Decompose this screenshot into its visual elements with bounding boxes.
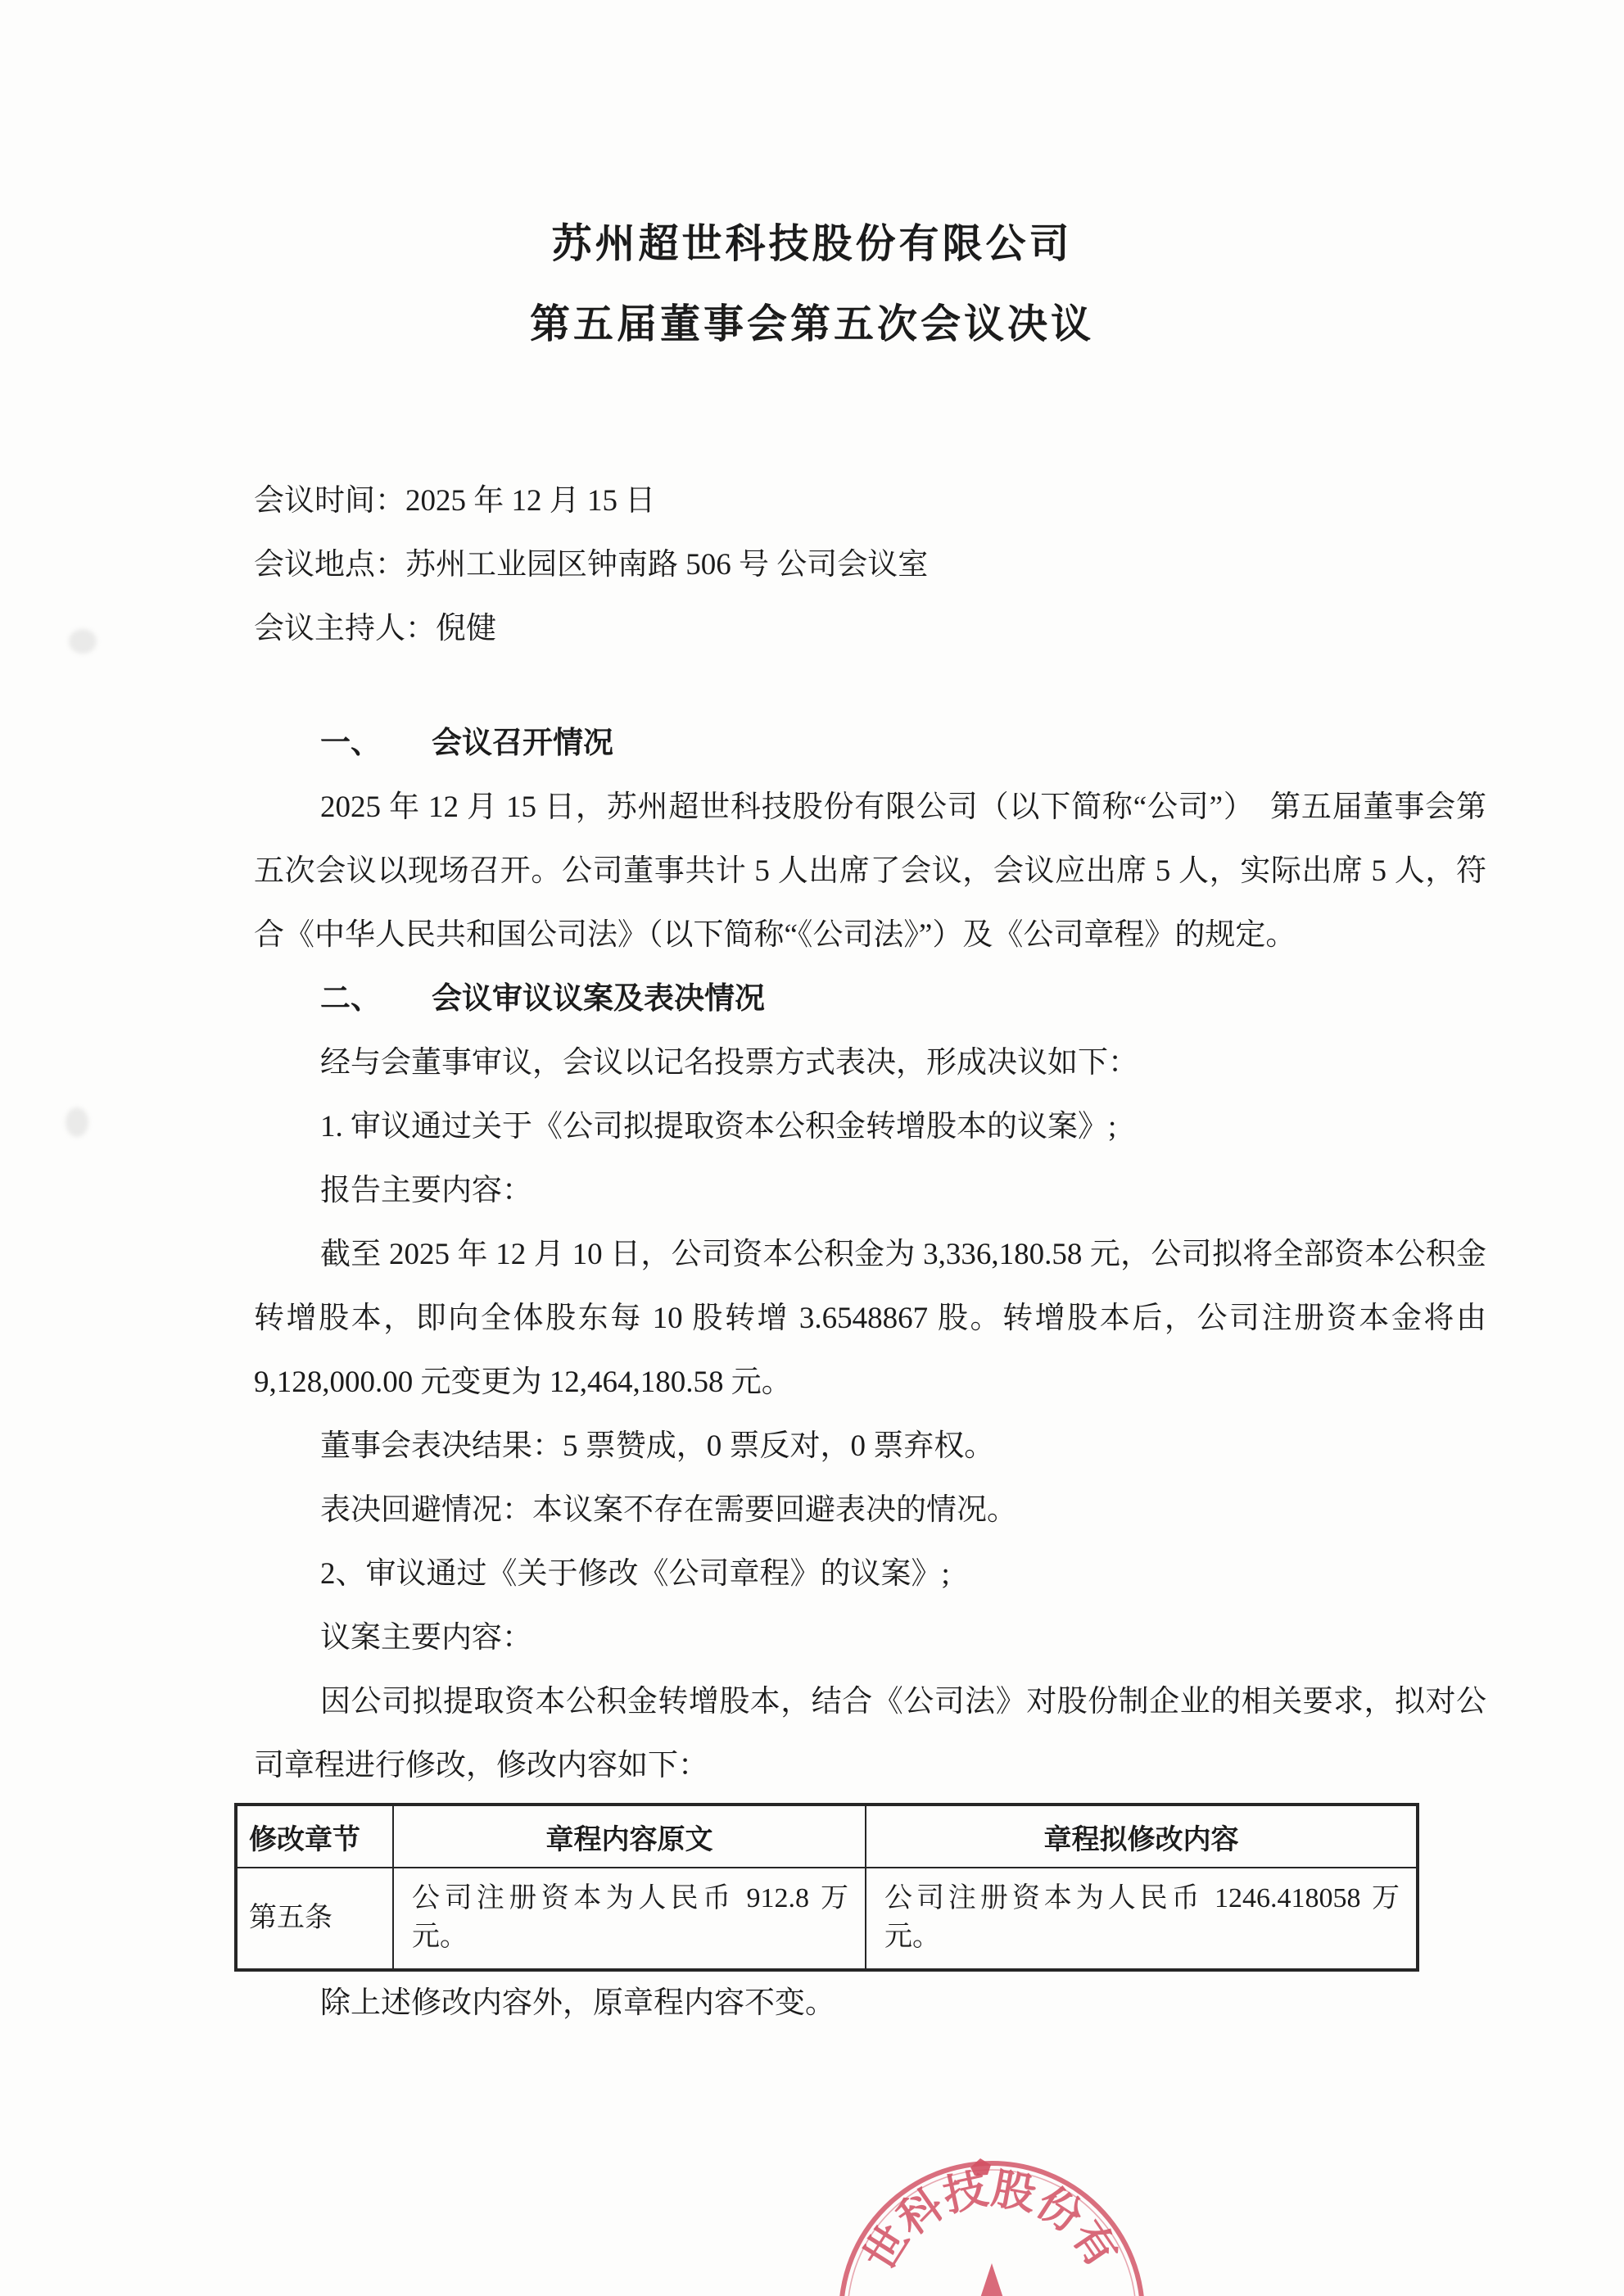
- section2-number: 二、: [320, 982, 381, 1016]
- table-header-revised: 章程拟修改内容: [866, 1805, 1418, 1868]
- section1-title: 会议召开情况: [432, 727, 613, 760]
- section1-paragraph: 2025 年 12 月 15 日，苏州超世科技股份有限公司（以下简称“公司”） 第五届董事会第五次会议以现场召开。公司董事共计 5 人出席了会议，会议应出席 5 人，实际出席 5 人，符合《中华人民共和国公司法》（以下简称“《公司法》”）及《公司章程》的规定。: [254, 790, 1486, 952]
- meeting-title: 第五届董事会第五次会议决议: [529, 301, 1094, 346]
- table-cell-revised: 公司注册资本为人民币 1246.418058 万元。: [866, 1868, 1418, 1970]
- section1-heading: [254, 712, 1486, 776]
- table-row: [236, 1868, 1418, 1970]
- section1-number: 一、: [320, 727, 381, 760]
- charter-amendment-table: [234, 1803, 1419, 1972]
- section2-title: 会议审议议案及表决情况: [432, 982, 765, 1016]
- meeting-time-line: 会议时间：2025 年 12 月 15 日: [254, 484, 656, 518]
- item2-content: 因公司拟提取资本公积金转增股本，结合《公司法》对股份制企业的相关要求，拟对公司章程进行修改，修改内容如下：: [254, 1685, 1486, 1782]
- scan-smudge: [69, 629, 97, 654]
- item1-content: 截至 2025 年 12 月 10 日，公司资本公积金为 3,336,180.58 元，公司拟将全部资本公积金转增股本，即向全体股东每 10 股转增 3.6548867 股。转增股本后，公司注册资本金将由 9,128,000.00 元变更为 12,464,180.58 元。: [254, 1238, 1486, 1399]
- meeting-location-line: 会议地点：苏州工业园区钟南路 506 号 公司会议室: [254, 548, 929, 582]
- item2-content-label: 议案主要内容：: [320, 1621, 532, 1655]
- item1-vote-result: 董事会表决结果：5 票赞成，0 票反对，0 票弃权。: [320, 1429, 995, 1463]
- seal-ring-outer: [841, 2163, 1142, 2296]
- scan-smudge: [66, 1107, 88, 1137]
- seal-arc-text-group: [856, 2165, 1126, 2279]
- table-header-chapter: 修改章节: [236, 1805, 393, 1868]
- seal-arc-text: 世科技股份有: [855, 2165, 1126, 2280]
- company-name-title: 苏州超世科技股份有限公司: [551, 221, 1073, 266]
- item1-recusal: 表决回避情况：本议案不存在需要回避表决的情况。: [320, 1493, 1017, 1527]
- table-cell-original: 公司注册资本为人民币 912.8 万元。: [393, 1868, 866, 1970]
- seal-top-mark: [970, 2158, 991, 2176]
- table-header-row: [236, 1805, 1418, 1868]
- seal-ring-inner: [848, 2170, 1136, 2296]
- meeting-host-line: 会议主持人：倪健: [254, 612, 496, 645]
- company-seal: [828, 2149, 1156, 2296]
- section2-intro: 经与会董事审议，会议以记名投票方式表决，形成决议如下：: [320, 1046, 1138, 1080]
- closing-note: 除上述修改内容外，原章程内容不变。: [320, 1986, 835, 2020]
- item2-title: 2、审议通过《关于修改《公司章程》的议案》;: [320, 1557, 950, 1591]
- item1-report-label: 报告主要内容：: [320, 1174, 532, 1207]
- table-cell-chapter: 第五条: [236, 1868, 393, 1970]
- item1-title: 1. 审议通过关于《公司拟提取资本公积金转增股本的议案》;: [320, 1110, 1117, 1143]
- table-header-original: 章程内容原文: [393, 1805, 866, 1868]
- section2-heading: [254, 967, 1486, 1031]
- document-body: [249, 469, 1486, 2036]
- seal-star: [943, 2263, 1040, 2296]
